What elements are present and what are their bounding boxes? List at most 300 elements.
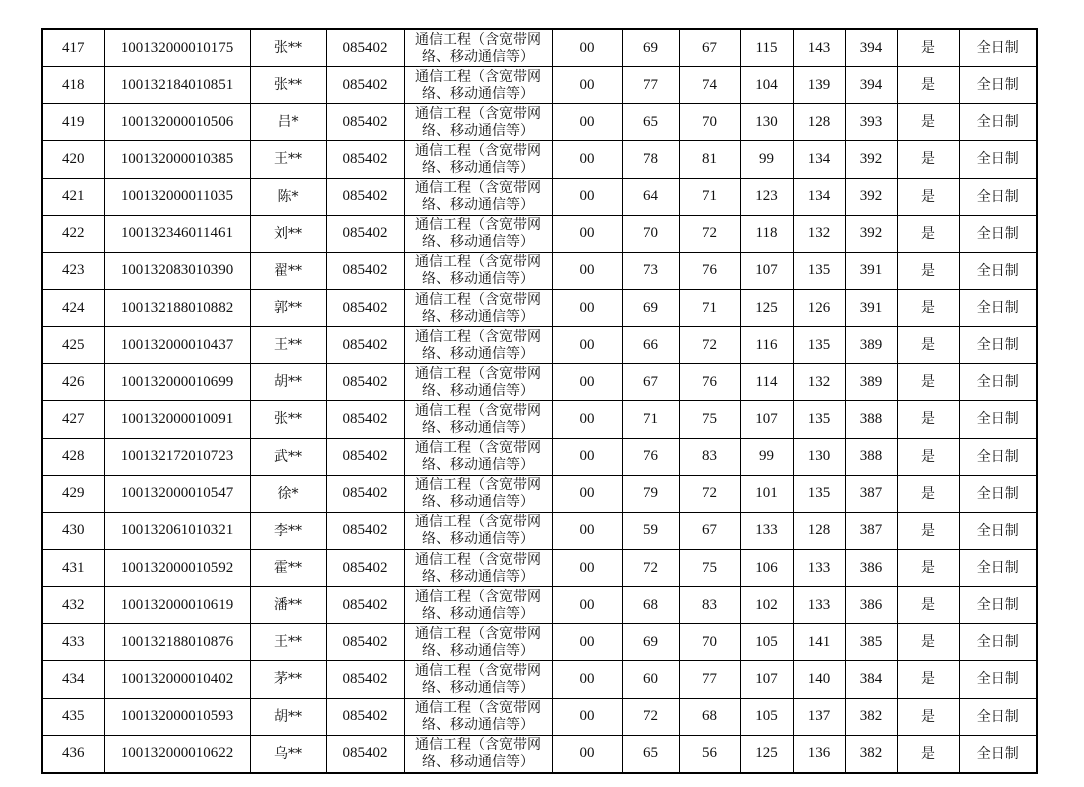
major-name-line: 通信工程（含宽带网 xyxy=(415,31,541,48)
score-politics-cell: 72 xyxy=(622,549,679,586)
admitted-flag-cell: 是 xyxy=(897,698,959,735)
score-politics-cell: 76 xyxy=(622,438,679,475)
major-code-cell: 085402 xyxy=(326,549,404,586)
row-number-cell: 434 xyxy=(42,661,104,698)
score-english-cell: 68 xyxy=(679,698,740,735)
major-name-line: 通信工程（含宽带网 xyxy=(415,217,541,234)
score-politics-cell: 60 xyxy=(622,661,679,698)
admitted-flag-cell: 是 xyxy=(897,549,959,586)
total-score-cell: 391 xyxy=(845,289,897,326)
major-code-cell: 085402 xyxy=(326,289,404,326)
score-subject-1-cell: 107 xyxy=(740,401,793,438)
major-code-cell: 085402 xyxy=(326,215,404,252)
score-english-cell: 71 xyxy=(679,178,740,215)
major-name-cell xyxy=(404,252,552,289)
score-subject-1-cell: 107 xyxy=(740,252,793,289)
direction-code-cell: 00 xyxy=(552,141,622,178)
study-mode-cell: 全日制 xyxy=(959,178,1037,215)
major-code-cell: 085402 xyxy=(326,661,404,698)
total-score-cell: 389 xyxy=(845,364,897,401)
score-politics-cell: 69 xyxy=(622,289,679,326)
major-name-line: 通信工程（含宽带网 xyxy=(415,105,541,122)
candidate-id-cell: 100132000010593 xyxy=(104,698,250,735)
candidate-id-cell: 100132083010390 xyxy=(104,252,250,289)
major-name-line: 通信工程（含宽带网 xyxy=(415,737,541,754)
candidate-name-cell: 张** xyxy=(250,67,326,104)
score-politics-cell: 65 xyxy=(622,735,679,773)
major-name-line: 络、移动通信等） xyxy=(422,419,534,436)
direction-code-cell: 00 xyxy=(552,512,622,549)
study-mode-cell: 全日制 xyxy=(959,698,1037,735)
table-row xyxy=(42,401,1037,438)
candidate-id-cell: 100132000010402 xyxy=(104,661,250,698)
score-subject-1-cell: 104 xyxy=(740,67,793,104)
admitted-flag-cell: 是 xyxy=(897,624,959,661)
score-subject-2-cell: 128 xyxy=(793,104,845,141)
score-subject-2-cell: 132 xyxy=(793,215,845,252)
major-name-line: 通信工程（含宽带网 xyxy=(415,514,541,531)
study-mode-cell: 全日制 xyxy=(959,624,1037,661)
table-row xyxy=(42,215,1037,252)
candidate-name-cell: 张** xyxy=(250,29,326,67)
score-subject-1-cell: 125 xyxy=(740,289,793,326)
admitted-flag-cell: 是 xyxy=(897,252,959,289)
candidate-name-cell: 王** xyxy=(250,141,326,178)
score-english-cell: 74 xyxy=(679,67,740,104)
admitted-flag-cell: 是 xyxy=(897,289,959,326)
row-number-cell: 422 xyxy=(42,215,104,252)
major-name-line: 络、移动通信等） xyxy=(422,754,534,771)
table-row xyxy=(42,698,1037,735)
major-name-line: 络、移动通信等） xyxy=(422,159,534,176)
major-code-cell: 085402 xyxy=(326,475,404,512)
score-english-cell: 81 xyxy=(679,141,740,178)
score-subject-1-cell: 118 xyxy=(740,215,793,252)
major-code-cell: 085402 xyxy=(326,252,404,289)
table-row xyxy=(42,549,1037,586)
study-mode-cell: 全日制 xyxy=(959,141,1037,178)
admitted-flag-cell: 是 xyxy=(897,475,959,512)
score-politics-cell: 71 xyxy=(622,401,679,438)
direction-code-cell: 00 xyxy=(552,252,622,289)
total-score-cell: 382 xyxy=(845,735,897,773)
major-name-line: 通信工程（含宽带网 xyxy=(415,328,541,345)
total-score-cell: 384 xyxy=(845,661,897,698)
major-name-cell xyxy=(404,698,552,735)
row-number-cell: 433 xyxy=(42,624,104,661)
major-name-cell xyxy=(404,364,552,401)
study-mode-cell: 全日制 xyxy=(959,475,1037,512)
score-subject-1-cell: 105 xyxy=(740,624,793,661)
major-name-line: 络、移动通信等） xyxy=(422,85,534,102)
major-name-line: 通信工程（含宽带网 xyxy=(415,440,541,457)
candidate-name-cell: 徐* xyxy=(250,475,326,512)
major-name-line: 络、移动通信等） xyxy=(422,605,534,622)
score-subject-1-cell: 102 xyxy=(740,587,793,624)
score-subject-1-cell: 125 xyxy=(740,735,793,773)
score-english-cell: 83 xyxy=(679,438,740,475)
major-name-cell xyxy=(404,661,552,698)
admitted-flag-cell: 是 xyxy=(897,735,959,773)
score-politics-cell: 67 xyxy=(622,364,679,401)
candidate-name-cell: 霍** xyxy=(250,549,326,586)
admitted-flag-cell: 是 xyxy=(897,141,959,178)
score-subject-2-cell: 141 xyxy=(793,624,845,661)
candidate-id-cell: 100132000010622 xyxy=(104,735,250,773)
candidate-id-cell: 100132000010385 xyxy=(104,141,250,178)
score-subject-2-cell: 133 xyxy=(793,549,845,586)
total-score-cell: 385 xyxy=(845,624,897,661)
admitted-flag-cell: 是 xyxy=(897,178,959,215)
score-politics-cell: 70 xyxy=(622,215,679,252)
score-politics-cell: 68 xyxy=(622,587,679,624)
score-english-cell: 67 xyxy=(679,29,740,67)
major-name-cell xyxy=(404,587,552,624)
table-row xyxy=(42,178,1037,215)
major-name-line: 通信工程（含宽带网 xyxy=(415,625,541,642)
total-score-cell: 387 xyxy=(845,512,897,549)
study-mode-cell: 全日制 xyxy=(959,587,1037,624)
direction-code-cell: 00 xyxy=(552,624,622,661)
major-code-cell: 085402 xyxy=(326,327,404,364)
major-name-line: 通信工程（含宽带网 xyxy=(415,180,541,197)
candidate-id-cell: 100132188010882 xyxy=(104,289,250,326)
candidate-id-cell: 100132172010723 xyxy=(104,438,250,475)
direction-code-cell: 00 xyxy=(552,364,622,401)
direction-code-cell: 00 xyxy=(552,327,622,364)
candidate-id-cell: 100132000010619 xyxy=(104,587,250,624)
major-name-line: 通信工程（含宽带网 xyxy=(415,700,541,717)
row-number-cell: 429 xyxy=(42,475,104,512)
direction-code-cell: 00 xyxy=(552,67,622,104)
total-score-cell: 392 xyxy=(845,141,897,178)
score-subject-2-cell: 126 xyxy=(793,289,845,326)
candidate-name-cell: 王** xyxy=(250,624,326,661)
admitted-flag-cell: 是 xyxy=(897,29,959,67)
candidate-name-cell: 翟** xyxy=(250,252,326,289)
table-row xyxy=(42,141,1037,178)
candidate-name-cell: 胡** xyxy=(250,364,326,401)
major-name-line: 络、移动通信等） xyxy=(422,345,534,362)
row-number-cell: 427 xyxy=(42,401,104,438)
major-name-line: 络、移动通信等） xyxy=(422,48,534,65)
score-english-cell: 77 xyxy=(679,661,740,698)
total-score-cell: 382 xyxy=(845,698,897,735)
table-row xyxy=(42,475,1037,512)
score-subject-2-cell: 134 xyxy=(793,178,845,215)
candidate-id-cell: 100132000010699 xyxy=(104,364,250,401)
score-politics-cell: 66 xyxy=(622,327,679,364)
major-name-line: 络、移动通信等） xyxy=(422,382,534,399)
major-name-cell xyxy=(404,624,552,661)
total-score-cell: 394 xyxy=(845,29,897,67)
candidate-id-cell: 100132000010592 xyxy=(104,549,250,586)
major-name-cell xyxy=(404,401,552,438)
major-code-cell: 085402 xyxy=(326,29,404,67)
score-subject-1-cell: 115 xyxy=(740,29,793,67)
table-row xyxy=(42,735,1037,773)
admitted-flag-cell: 是 xyxy=(897,438,959,475)
major-name-line: 络、移动通信等） xyxy=(422,568,534,585)
study-mode-cell: 全日制 xyxy=(959,364,1037,401)
major-name-cell xyxy=(404,327,552,364)
candidate-name-cell: 王** xyxy=(250,327,326,364)
major-code-cell: 085402 xyxy=(326,438,404,475)
major-name-line: 络、移动通信等） xyxy=(422,531,534,548)
score-subject-2-cell: 130 xyxy=(793,438,845,475)
total-score-cell: 386 xyxy=(845,549,897,586)
major-name-line: 络、移动通信等） xyxy=(422,122,534,139)
direction-code-cell: 00 xyxy=(552,549,622,586)
major-name-line: 络、移动通信等） xyxy=(422,717,534,734)
score-politics-cell: 79 xyxy=(622,475,679,512)
direction-code-cell: 00 xyxy=(552,215,622,252)
score-politics-cell: 69 xyxy=(622,624,679,661)
major-name-line: 通信工程（含宽带网 xyxy=(415,662,541,679)
major-name-line: 络、移动通信等） xyxy=(422,457,534,474)
major-name-cell xyxy=(404,549,552,586)
row-number-cell: 417 xyxy=(42,29,104,67)
major-name-cell xyxy=(404,512,552,549)
major-code-cell: 085402 xyxy=(326,512,404,549)
major-name-line: 通信工程（含宽带网 xyxy=(415,588,541,605)
admitted-flag-cell: 是 xyxy=(897,401,959,438)
candidate-id-cell: 100132000010547 xyxy=(104,475,250,512)
major-name-line: 络、移动通信等） xyxy=(422,642,534,659)
candidate-name-cell: 吕* xyxy=(250,104,326,141)
candidate-id-cell: 100132000010437 xyxy=(104,327,250,364)
score-subject-1-cell: 101 xyxy=(740,475,793,512)
study-mode-cell: 全日制 xyxy=(959,252,1037,289)
major-name-line: 络、移动通信等） xyxy=(422,234,534,251)
study-mode-cell: 全日制 xyxy=(959,67,1037,104)
study-mode-cell: 全日制 xyxy=(959,401,1037,438)
direction-code-cell: 00 xyxy=(552,401,622,438)
admitted-flag-cell: 是 xyxy=(897,215,959,252)
major-name-line: 通信工程（含宽带网 xyxy=(415,402,541,419)
table-row xyxy=(42,624,1037,661)
score-subject-2-cell: 135 xyxy=(793,327,845,364)
admitted-flag-cell: 是 xyxy=(897,512,959,549)
major-code-cell: 085402 xyxy=(326,364,404,401)
major-code-cell: 085402 xyxy=(326,587,404,624)
major-name-line: 通信工程（含宽带网 xyxy=(415,291,541,308)
study-mode-cell: 全日制 xyxy=(959,289,1037,326)
direction-code-cell: 00 xyxy=(552,475,622,512)
score-english-cell: 75 xyxy=(679,401,740,438)
score-subject-1-cell: 99 xyxy=(740,141,793,178)
table-row xyxy=(42,252,1037,289)
score-subject-1-cell: 99 xyxy=(740,438,793,475)
direction-code-cell: 00 xyxy=(552,178,622,215)
study-mode-cell: 全日制 xyxy=(959,735,1037,773)
row-number-cell: 436 xyxy=(42,735,104,773)
row-number-cell: 419 xyxy=(42,104,104,141)
row-number-cell: 430 xyxy=(42,512,104,549)
score-politics-cell: 77 xyxy=(622,67,679,104)
major-code-cell: 085402 xyxy=(326,698,404,735)
candidate-id-cell: 100132000010175 xyxy=(104,29,250,67)
total-score-cell: 394 xyxy=(845,67,897,104)
score-subject-2-cell: 134 xyxy=(793,141,845,178)
major-name-line: 通信工程（含宽带网 xyxy=(415,551,541,568)
candidate-name-cell: 茅** xyxy=(250,661,326,698)
major-name-line: 络、移动通信等） xyxy=(422,308,534,325)
major-name-line: 络、移动通信等） xyxy=(422,271,534,288)
candidate-name-cell: 胡** xyxy=(250,698,326,735)
score-english-cell: 71 xyxy=(679,289,740,326)
candidate-id-cell: 100132061010321 xyxy=(104,512,250,549)
row-number-cell: 421 xyxy=(42,178,104,215)
table-row xyxy=(42,29,1037,67)
table-row xyxy=(42,587,1037,624)
candidate-name-cell: 乌** xyxy=(250,735,326,773)
major-code-cell: 085402 xyxy=(326,141,404,178)
total-score-cell: 388 xyxy=(845,438,897,475)
row-number-cell: 424 xyxy=(42,289,104,326)
table-row xyxy=(42,661,1037,698)
major-name-line: 络、移动通信等） xyxy=(422,494,534,511)
score-subject-2-cell: 135 xyxy=(793,401,845,438)
row-number-cell: 425 xyxy=(42,327,104,364)
score-subject-2-cell: 136 xyxy=(793,735,845,773)
score-subject-1-cell: 116 xyxy=(740,327,793,364)
score-subject-2-cell: 132 xyxy=(793,364,845,401)
candidate-id-cell: 100132346011461 xyxy=(104,215,250,252)
candidate-name-cell: 刘** xyxy=(250,215,326,252)
table-row xyxy=(42,289,1037,326)
candidate-name-cell: 郭** xyxy=(250,289,326,326)
row-number-cell: 428 xyxy=(42,438,104,475)
direction-code-cell: 00 xyxy=(552,661,622,698)
score-english-cell: 83 xyxy=(679,587,740,624)
total-score-cell: 392 xyxy=(845,215,897,252)
score-english-cell: 75 xyxy=(679,549,740,586)
score-subject-2-cell: 128 xyxy=(793,512,845,549)
major-name-cell xyxy=(404,475,552,512)
score-english-cell: 72 xyxy=(679,215,740,252)
admitted-flag-cell: 是 xyxy=(897,327,959,364)
direction-code-cell: 00 xyxy=(552,735,622,773)
major-name-line: 通信工程（含宽带网 xyxy=(415,254,541,271)
row-number-cell: 432 xyxy=(42,587,104,624)
direction-code-cell: 00 xyxy=(552,698,622,735)
score-subject-2-cell: 139 xyxy=(793,67,845,104)
direction-code-cell: 00 xyxy=(552,289,622,326)
score-politics-cell: 69 xyxy=(622,29,679,67)
table-row xyxy=(42,67,1037,104)
study-mode-cell: 全日制 xyxy=(959,104,1037,141)
score-politics-cell: 72 xyxy=(622,698,679,735)
direction-code-cell: 00 xyxy=(552,587,622,624)
score-subject-2-cell: 143 xyxy=(793,29,845,67)
major-code-cell: 085402 xyxy=(326,178,404,215)
score-subject-1-cell: 114 xyxy=(740,364,793,401)
major-code-cell: 085402 xyxy=(326,735,404,773)
score-subject-2-cell: 137 xyxy=(793,698,845,735)
row-number-cell: 418 xyxy=(42,67,104,104)
table-row xyxy=(42,104,1037,141)
major-name-cell xyxy=(404,178,552,215)
score-subject-2-cell: 140 xyxy=(793,661,845,698)
major-code-cell: 085402 xyxy=(326,624,404,661)
admitted-flag-cell: 是 xyxy=(897,661,959,698)
score-subject-2-cell: 135 xyxy=(793,475,845,512)
admitted-flag-cell: 是 xyxy=(897,104,959,141)
score-english-cell: 76 xyxy=(679,364,740,401)
major-name-line: 通信工程（含宽带网 xyxy=(415,365,541,382)
total-score-cell: 391 xyxy=(845,252,897,289)
direction-code-cell: 00 xyxy=(552,104,622,141)
score-subject-1-cell: 123 xyxy=(740,178,793,215)
score-english-cell: 72 xyxy=(679,475,740,512)
direction-code-cell: 00 xyxy=(552,29,622,67)
major-name-line: 通信工程（含宽带网 xyxy=(415,68,541,85)
score-politics-cell: 78 xyxy=(622,141,679,178)
study-mode-cell: 全日制 xyxy=(959,327,1037,364)
study-mode-cell: 全日制 xyxy=(959,661,1037,698)
score-politics-cell: 64 xyxy=(622,178,679,215)
major-code-cell: 085402 xyxy=(326,104,404,141)
major-name-cell xyxy=(404,438,552,475)
row-number-cell: 431 xyxy=(42,549,104,586)
table-row xyxy=(42,327,1037,364)
major-name-cell xyxy=(404,141,552,178)
score-subject-2-cell: 133 xyxy=(793,587,845,624)
score-english-cell: 72 xyxy=(679,327,740,364)
table-row xyxy=(42,364,1037,401)
major-name-line: 通信工程（含宽带网 xyxy=(415,142,541,159)
table-row xyxy=(42,438,1037,475)
major-name-cell xyxy=(404,29,552,67)
candidate-id-cell: 100132188010876 xyxy=(104,624,250,661)
score-english-cell: 70 xyxy=(679,624,740,661)
candidate-id-cell: 100132000010091 xyxy=(104,401,250,438)
major-name-cell xyxy=(404,289,552,326)
admitted-flag-cell: 是 xyxy=(897,67,959,104)
score-subject-1-cell: 105 xyxy=(740,698,793,735)
candidate-id-cell: 100132184010851 xyxy=(104,67,250,104)
score-subject-1-cell: 130 xyxy=(740,104,793,141)
direction-code-cell: 00 xyxy=(552,438,622,475)
row-number-cell: 435 xyxy=(42,698,104,735)
score-politics-cell: 73 xyxy=(622,252,679,289)
score-subject-2-cell: 135 xyxy=(793,252,845,289)
row-number-cell: 420 xyxy=(42,141,104,178)
study-mode-cell: 全日制 xyxy=(959,512,1037,549)
major-code-cell: 085402 xyxy=(326,401,404,438)
total-score-cell: 392 xyxy=(845,178,897,215)
candidate-name-cell: 陈* xyxy=(250,178,326,215)
candidate-id-cell: 100132000010506 xyxy=(104,104,250,141)
major-name-cell xyxy=(404,215,552,252)
score-english-cell: 67 xyxy=(679,512,740,549)
score-politics-cell: 65 xyxy=(622,104,679,141)
score-english-cell: 76 xyxy=(679,252,740,289)
major-name-cell xyxy=(404,735,552,773)
major-name-line: 络、移动通信等） xyxy=(422,679,534,696)
major-name-line: 络、移动通信等） xyxy=(422,197,534,214)
major-code-cell: 085402 xyxy=(326,67,404,104)
score-english-cell: 70 xyxy=(679,104,740,141)
table-body xyxy=(42,29,1037,773)
score-subject-1-cell: 107 xyxy=(740,661,793,698)
candidate-id-cell: 100132000011035 xyxy=(104,178,250,215)
major-name-cell xyxy=(404,67,552,104)
candidate-name-cell: 张** xyxy=(250,401,326,438)
score-english-cell: 56 xyxy=(679,735,740,773)
score-subject-1-cell: 133 xyxy=(740,512,793,549)
